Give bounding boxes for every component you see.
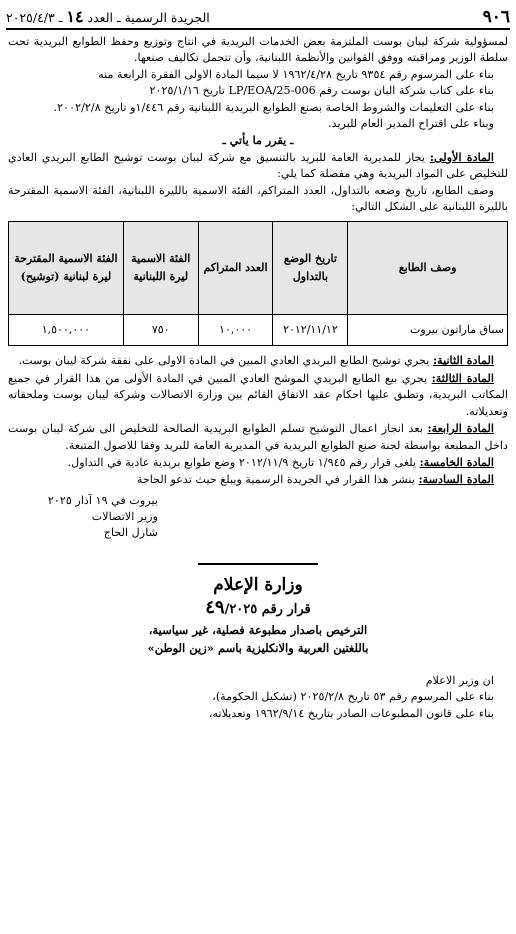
basis-decree: بناء على المرسوم رقم ٩٣٥٤ تاريخ ١٩٦٢/٤/٢٨ لا سيما المادة الاولى الفقرة الرابعة منه (98, 67, 494, 81)
page-number: ٩٠٦ (482, 7, 510, 27)
article-1-description: وصف الطابع، تاريخ وضعه بالتداول، العدد المتراكم، الفئة الاسمية بالليرة اللبنانية، الفئة الاسمية المقترحة بالليرة اللبنانية على الشكل التالي: (8, 183, 508, 214)
basis-law: بناء على قانون المطبوعات الصادر بتاريخ ١٩٦٢/٩/١٤ وتعديلاته، (208, 706, 494, 720)
article-6-text: ينشر هذا القرار في الجريدة الرسمية ويبلغ حيث تدعو الحاجة (136, 473, 419, 487)
signature-title: وزير الاتصالات (91, 509, 158, 523)
decision-prefix: قرار رقم (261, 601, 311, 617)
basis-instructions: بناء على التعليمات والشروط الخاصة بصنع الطوابع البريدية اللبنانية رقم ١/٤٤٦و تاريخ ٢٠٠٢/٢/٨. (53, 100, 494, 114)
article-3-label: المادة الثالثة: (431, 370, 494, 385)
article-4-label: المادة الرابعة: (427, 421, 494, 436)
article-5-text: يلغى قرار رقم ١/٩٤٥ تاريخ ٢٠١٢/١١/٩ وضع طوابع بريدية عادية في التداول. (67, 455, 420, 469)
basis-decree-2: بناء على المرسوم رقم ٥٣ تاريخ ٢٠٢٥/٢/٨ (تشكيل الحكومة)، (212, 690, 494, 704)
stamps-table (8, 221, 508, 346)
gazette-title (6, 7, 210, 28)
issue-date: ـ ٢٠٢٥/٤/٣ (6, 10, 63, 25)
table-header-row (9, 222, 508, 315)
article-2-label: المادة الثانية: (432, 353, 494, 368)
basis-letter: بناء على كتاب شركة البان بوست رقم LP/EOA/25-006 تاريخ ٢٠٢٥/١/١٦ (149, 84, 494, 98)
signature-name: شارل الحاج (103, 525, 158, 539)
col-nominal-value: الفئة الاسمية ليرة اللبنانية (123, 222, 198, 315)
decision-subject-line-1: الترخيص باصدار مطبوعة فصلية، غير سياسية، (148, 622, 368, 637)
cell-proposed-value: ١,٥٠٠,٠٠٠ (9, 315, 124, 346)
minister-line: ان وزير الاعلام (425, 673, 494, 687)
article-1-label: المادة الأولى: (429, 149, 494, 164)
article-5 (8, 454, 508, 471)
article-2 (8, 352, 508, 369)
article-6-label: المادة السادسة: (418, 472, 494, 487)
page-header (6, 6, 510, 30)
decides-heading: ـ يقرر ما يأتي ـ (222, 133, 294, 148)
signature-block (8, 493, 158, 541)
gazette-name: الجريدة الرسمية ـ العدد (87, 10, 210, 25)
article-4 (8, 420, 508, 454)
decision-year: /٢٠٢٥ (224, 601, 258, 617)
intro-paragraph: لمسؤولية شركة ليبان بوست الملتزمة بعض الخدمات البريدية في انتاج وتوزيع وحفظ الطوابع البريدية تحت سلطة الوزير ومراقبته ووفق القوانين والأنظمة اللبنانية، وأن تتحمل تكاليف صنعها. (8, 35, 508, 65)
table-row (9, 315, 508, 346)
article-1-text: يجاز للمديرية العامة للبريد بالتنسيق مع شركة ليبان بوست توشيح الطابع البريدي العادي للتخليص على المواد البريدية وهي مفصلة كما يلي: (8, 150, 508, 181)
basis-proposal: وبناء على اقتراح المدير العام للبريد. (328, 117, 494, 131)
page-content (8, 34, 508, 722)
article-6 (8, 471, 508, 488)
cell-nominal-value: ٧٥٠ (123, 315, 198, 346)
col-circulation-date: تاريخ الوضع بالتداول (273, 222, 348, 315)
col-proposed-value: الفئة الاسمية المقترحة ليرة لبنانية (توشيح) (9, 222, 124, 315)
cell-circulation-date: ٢٠١٢/١١/١٢ (273, 315, 348, 346)
col-stamp-description: وصف الطابع (348, 222, 508, 315)
section-divider (198, 563, 318, 565)
col-accumulated-count: العدد المتراكم (198, 222, 273, 315)
decision-subject-line-2: باللغتين العربية والانكليزية باسم «زين الوطن» (147, 640, 369, 655)
article-3-text: يجري بيع الطابع البريدي الموشح العادي المبين في المادة الأولى من هذا القرار في جميع المكاتب البريدية، وتطبق عليها احكام عقد الاتفاق القائم بين وزارة الاتصالات وشركة ليبان بوست وملحقاته وتعديلاته. (8, 371, 508, 418)
ministry-heading: وزارة الإعلام (213, 574, 303, 595)
article-5-label: المادة الخامسة: (419, 454, 494, 469)
decision-number: ٤٩ (205, 596, 225, 618)
article-4-text: بعد انجاز اعمال التوشيح تسلم الطوابع البريدية الصالحة للتخليص الى شركة ليبان بوست داخل المطبعة بواسطة لجنة صنع الطوابع البريدية في المديرية العامة للبريد وفقا للاصول المتبعة. (8, 422, 508, 452)
article-1 (8, 149, 508, 183)
signature-place-date: بيروت في ١٩ آذار ٢٠٢٥ (47, 493, 158, 507)
cell-stamp-description: سباق ماراتون بيروت (348, 315, 508, 346)
cell-accumulated-count: ١٠,٠٠٠ (198, 315, 273, 346)
article-2-text: يجري توشيح الطابع البريدي العادي المبين في المادة الاولى على نفقة شركة ليبان بوست. (18, 354, 433, 368)
article-3 (8, 370, 508, 420)
decision-number-line (8, 597, 508, 621)
issue-number: ١٤ (66, 7, 84, 26)
